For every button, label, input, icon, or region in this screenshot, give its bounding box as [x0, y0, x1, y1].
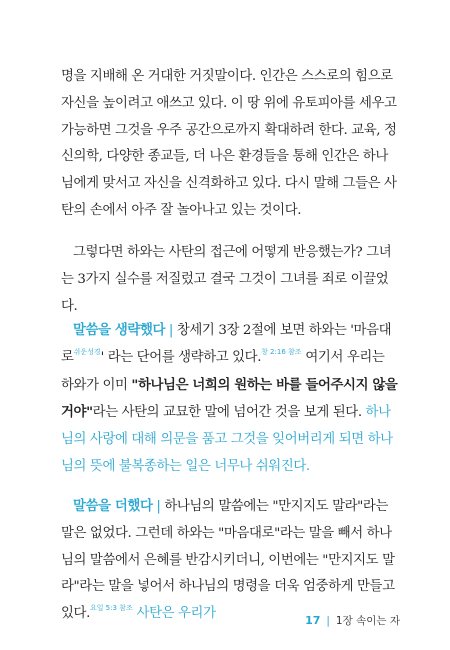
paragraph-3-text-2: ' 라는 단어를 생략하고 있다.: [100, 349, 262, 365]
paragraph-3-text-3: 여기서 우리는 하와가 이미: [61, 349, 385, 393]
paragraph-1-text: 명을 지배해 온 거대한 거짓말이다. 인간은 스스로의 힘으로 자신을 높이려고 애쓰고 있다. 이 땅 위에 유토피아를 세우고 가능하면 그것을 우주 공간으로까지 확대하려 한다. 교육, 정신의학, 다양한 종교들, 더 나은 환경들을 통해 인간은 하나님에게 맞서고 자신을 신격화하고 있다. 다시 말해 그들은 사탄의 손에서 아주 잘 놀아나고 있는 것이다.: [61, 69, 397, 218]
chapter-title: 1장 속이는 자: [335, 615, 400, 627]
paragraph-3-text-1: 창세기 3장 2절에 보면 하와는 '마음대로: [61, 323, 392, 365]
paragraph-2: [61, 240, 399, 320]
heading-separator: |: [156, 499, 161, 514]
heading-separator: |: [168, 323, 173, 338]
paragraph-4-highlight: 사탄은 우리가: [132, 606, 216, 622]
paragraph-3-bold-quote: "하나님은 너희의 원하는 바를 들어주시지 않을 거야": [61, 376, 398, 421]
paragraph-3: [61, 318, 399, 481]
section-heading-added: 말씀을 더했다: [73, 499, 153, 514]
paragraph-2-text: 그렇다면 하와는 사탄의 접근에 어떻게 반응했는가? 그녀는 3가지 실수를 저질렀고 결국 그것이 그녀를 죄로 이끌었다.: [61, 245, 392, 314]
page-number: 17: [305, 614, 321, 627]
section-heading-omitted: 말씀을 생략했다: [73, 323, 166, 338]
paragraph-3-text-4: 라는 사탄의 교묘한 말에 넘어간 것을 보게 된다.: [92, 405, 366, 421]
reference-superscript: 창 2:16 참조: [261, 347, 302, 356]
version-superscript: 쉬운성경: [73, 347, 101, 356]
paragraph-3-highlight: 하나님의 사랑에 대해 의문을 품고 그것을 잊어버리게 되면 하나님의 뜻에 불복종하는 일은 너무나 쉬워진다.: [61, 405, 393, 474]
paragraph-4: [61, 494, 399, 628]
paragraph-4-text-1: 하나님의 말씀에는 "만지지도 말라"라는 말은 없었다. 그런데 하와는 "마음대로"라는 말을 빼서 하나님의 말씀에서 은혜를 반감시키더니, 이번에는 "만지지도 말라"라는 말을 넣어서 하나님의 명령을 더욱 엄중하게 만들고 있다.: [61, 499, 395, 622]
reference-superscript: 요일 5:3 참조: [89, 604, 133, 613]
paragraph-1: [61, 64, 399, 225]
footer-separator: |: [326, 615, 330, 627]
page-footer: [0, 613, 400, 628]
